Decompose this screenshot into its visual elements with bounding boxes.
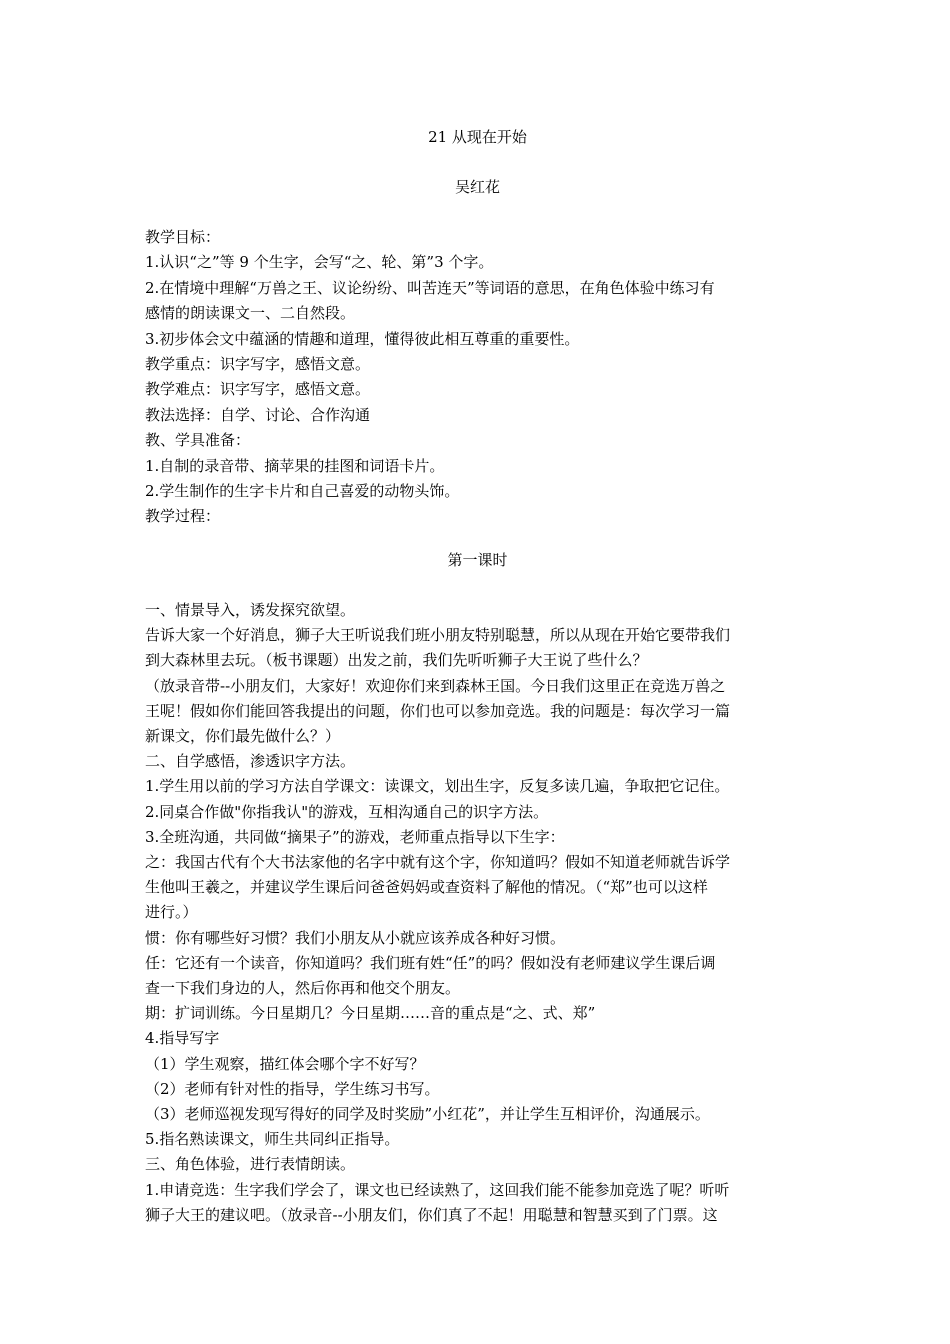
text-line: 2.在情境中理解“万兽之王、议论纷纷、叫苦连天”等词语的意思，在角色体验中练习有 <box>145 278 715 297</box>
text-line: 2.同桌合作做"你指我认"的游戏，互相沟通自己的识字方法。 <box>145 802 549 821</box>
text-line: 查一下我们身边的人，然后你再和他交个朋友。 <box>145 979 461 997</box>
text-line: 新课文，你们最先做什么？） <box>145 727 341 745</box>
text-line: （2）老师有针对性的指导，学生练习书写。 <box>145 1079 440 1098</box>
text-line: 教学难点：识字写字，感悟文意。 <box>145 380 371 399</box>
text-line: （3）老师巡视发现写得好的同学及时奖励”小红花”，并让学生互相评价，沟通展示。 <box>145 1105 710 1123</box>
text-line: 到大森林里去玩。（板书课题）出发之前，我们先听听狮子大王说了些什么？ <box>145 651 648 670</box>
text-line: 王呢！假如你们能回答我提出的问题，你们也可以参加竞选。我的问题是：每次学习一篇 <box>145 701 731 720</box>
text-line: （1）学生观察，描红体会哪个字不好写？ <box>145 1054 425 1073</box>
text-line: 1.申请竞选：生字我们学会了，课文也已经读熟了，这回我们能不能参加竞选了呢？听听 <box>145 1180 730 1199</box>
text-line: 进行。） <box>145 903 198 922</box>
text-line: 惯：你有哪些好习惯？我们小朋友从小就应该养成各种好习惯。 <box>145 928 566 947</box>
text-line: 教法选择：自学、讨论、合作沟通 <box>145 405 371 424</box>
text-line: 生他叫王羲之，并建议学生课后问爸爸妈妈或查资料了解他的情况。（“郑”也可以这样 <box>145 878 708 897</box>
text-line: 5.指名熟读课文，师生共同纠正指导。 <box>145 1130 400 1149</box>
text-line: 1.自制的录音带、摘苹果的挂图和词语卡片。 <box>145 456 445 475</box>
text-line: 3.全班沟通，共同做“摘果子”的游戏，老师重点指导以下生字： <box>145 827 565 846</box>
text-line: 3.初步体会文中蕴涵的情趣和道理，懂得彼此相互尊重的重要性。 <box>145 329 580 348</box>
document-author: 吴红花 <box>454 178 500 196</box>
text-line: 告诉大家一个好消息，狮子大王听说我们班小朋友特别聪慧，所以从现在开始它要带我们 <box>145 626 731 645</box>
text-line: 三、角色体验，进行表情朗读。 <box>145 1155 356 1174</box>
text-line: 期：扩词训练。今日星期几？今日星期……音的重点是“之、式、郑” <box>145 1004 596 1023</box>
text-line: 教学重点：识字写字，感悟文意。 <box>145 355 371 373</box>
text-line: 任：它还有一个读音，你知道吗？我们班有姓“任”的吗？假如没有老师建议学生课后调 <box>145 953 716 972</box>
text-line: 1.认识“之”等 9 个生字，会写“之、轮、第”3 个字。 <box>145 253 494 272</box>
text-line: 感情的朗读课文一、二自然段。 <box>145 304 356 323</box>
text-line: 二、自学感悟，渗透识字方法。 <box>145 752 356 771</box>
text-line: 教、学具准备： <box>145 431 251 450</box>
text-line: 一、情景导入，诱发探究欲望。 <box>145 601 356 619</box>
text-line: 1.学生用以前的学习方法自学课文：读课文，划出生字，反复多读几遍，争取把它记住。 <box>145 777 730 796</box>
text-line: 狮子大王的建议吧。（放录音--小朋友们，你们真了不起！用聪慧和智慧买到了门票。这 <box>145 1205 718 1224</box>
text-line: 教学目标： <box>145 228 221 246</box>
session-heading: 第一课时 <box>447 551 508 569</box>
document-title: 21 从现在开始 <box>428 128 527 146</box>
text-line: 2.学生制作的生字卡片和自己喜爱的动物头饰。 <box>145 482 460 500</box>
text-line: 4.指导写字 <box>145 1029 220 1048</box>
text-line: 教学过程： <box>145 507 221 526</box>
text-line: 之：我国古代有个大书法家他的名字中就有这个字，你知道吗？假如不知道老师就告诉学 <box>145 853 731 871</box>
text-line: （放录音带--小朋友们，大家好！欢迎你们来到森林王国。今日我们这里正在竞选万兽之 <box>145 676 726 695</box>
